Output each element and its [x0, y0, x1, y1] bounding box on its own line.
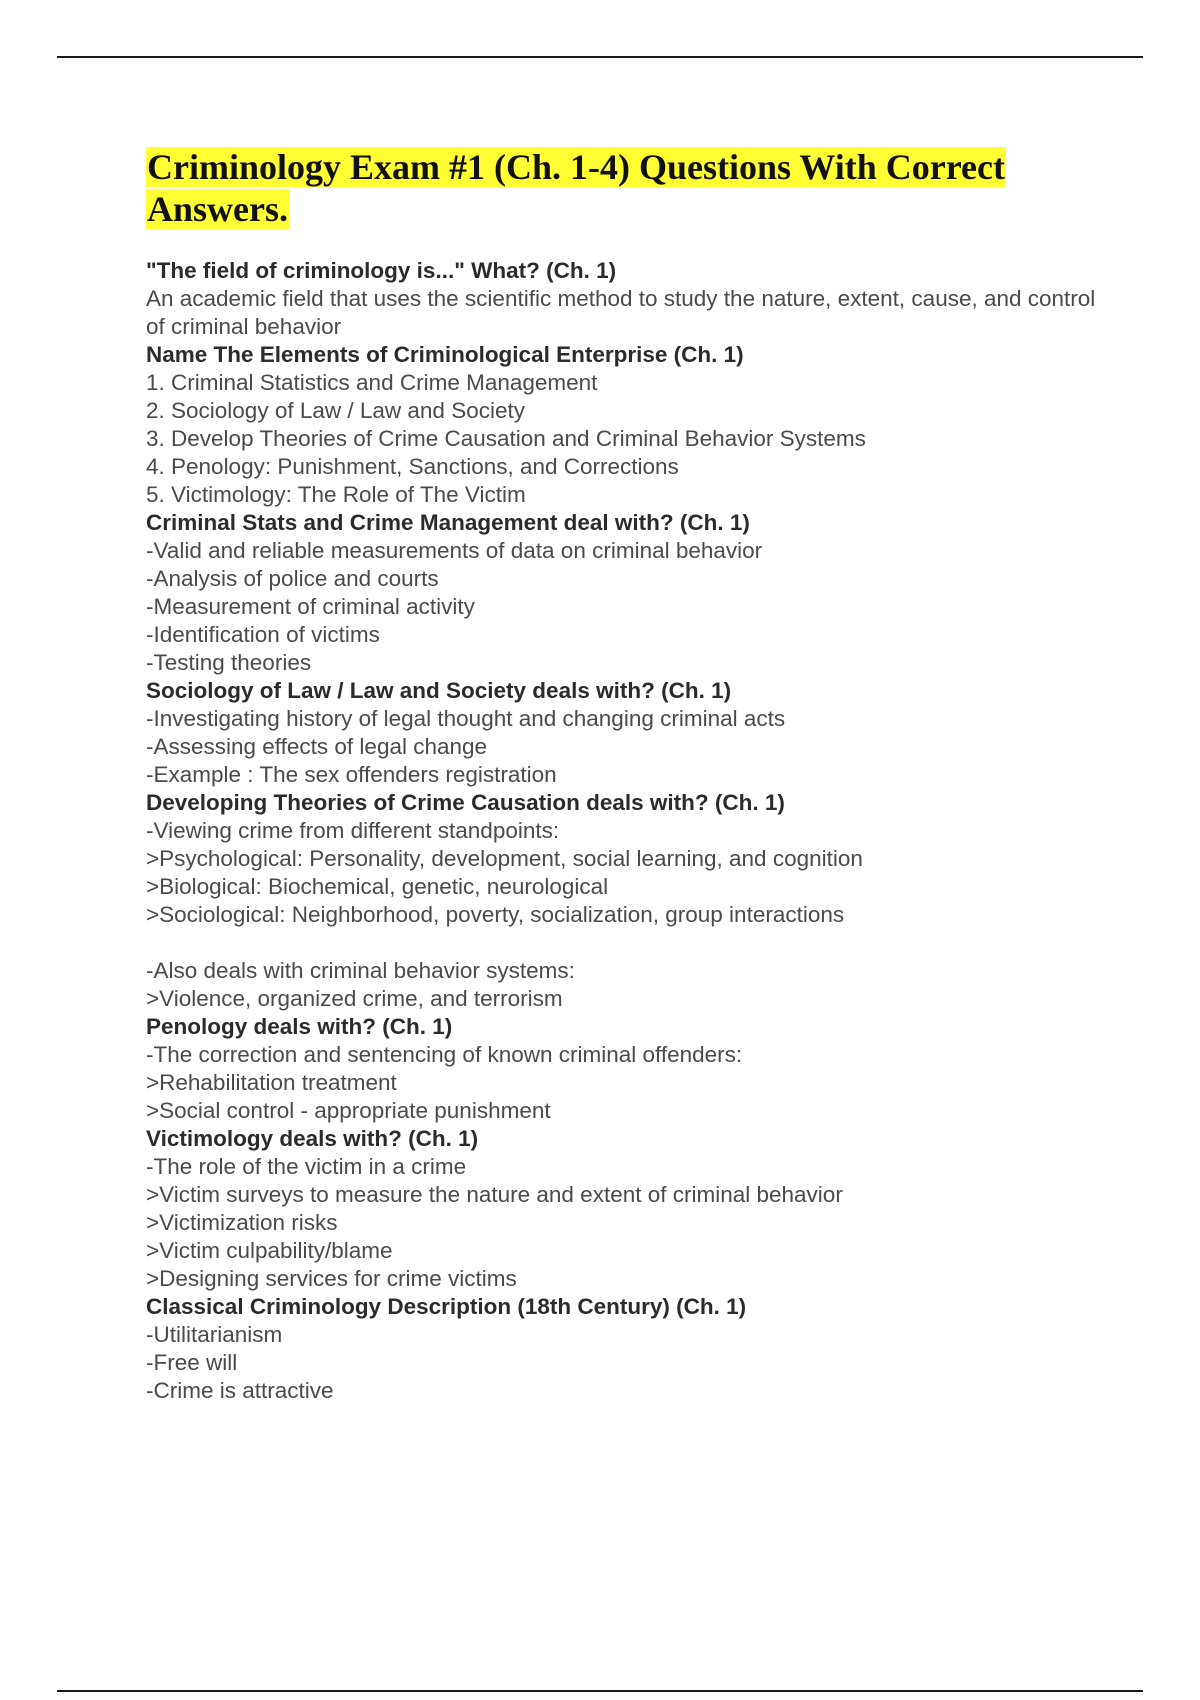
answer-line: -The correction and sentencing of known criminal offenders: [146, 1042, 743, 1067]
answer-line: 5. Victimology: The Role of The Victim [146, 482, 526, 507]
qa-item [146, 1125, 1106, 1293]
document-body [146, 146, 1106, 1405]
question-text: "The field of criminology is..." What? (Ch. 1) [146, 258, 617, 283]
document-title-text: Criminology Exam #1 (Ch. 1-4) Questions With Correct Answers. [147, 147, 1005, 229]
answer-line [146, 929, 1106, 957]
question-text: Criminal Stats and Crime Management deal with? (Ch. 1) [146, 510, 750, 535]
answer-line: >Victim culpability/blame [146, 1238, 393, 1263]
answer-line: >Violence, organized crime, and terrorism [146, 986, 563, 1011]
answer-line: -Analysis of police and courts [146, 566, 439, 591]
document-title [146, 146, 1106, 230]
answer-line: -Measurement of criminal activity [146, 594, 475, 619]
question-text: Sociology of Law / Law and Society deals with? (Ch. 1) [146, 678, 732, 703]
answer-text [146, 537, 1106, 677]
bottom-rule [57, 1690, 1143, 1692]
answer-line: 1. Criminal Statistics and Crime Management [146, 370, 598, 395]
qa-item [146, 789, 1106, 1013]
qa-item [146, 677, 1106, 789]
answer-line: 2. Sociology of Law / Law and Society [146, 398, 525, 423]
answer-line: -Valid and reliable measurements of data on criminal behavior [146, 538, 763, 563]
qa-item [146, 341, 1106, 509]
question-text: Victimology deals with? (Ch. 1) [146, 1126, 479, 1151]
answer-line: >Victimization risks [146, 1210, 338, 1235]
answer-text [146, 285, 1106, 341]
answer-line: -Example : The sex offenders registration [146, 762, 557, 787]
answer-line: >Designing services for crime victims [146, 1266, 517, 1291]
question-text: Classical Criminology Description (18th Century) (Ch. 1) [146, 1294, 747, 1319]
question-text: Developing Theories of Crime Causation deals with? (Ch. 1) [146, 790, 785, 815]
answer-line: -Assessing effects of legal change [146, 734, 488, 759]
answer-line: -Utilitarianism [146, 1322, 283, 1347]
qa-item [146, 257, 1106, 341]
answer-line: >Social control - appropriate punishment [146, 1098, 551, 1123]
answer-line: >Rehabilitation treatment [146, 1070, 397, 1095]
answer-line: -Investigating history of legal thought and changing criminal acts [146, 706, 786, 731]
answer-line: >Psychological: Personality, development, social learning, and cognition [146, 846, 863, 871]
answer-line: -Crime is attractive [146, 1378, 334, 1403]
answer-line: >Biological: Biochemical, genetic, neurological [146, 874, 609, 899]
answer-line: 3. Develop Theories of Crime Causation and Criminal Behavior Systems [146, 426, 866, 451]
answer-line: -Free will [146, 1350, 238, 1375]
answer-line: -Also deals with criminal behavior systems: [146, 958, 575, 983]
question-text: Name The Elements of Criminological Enterprise (Ch. 1) [146, 342, 744, 367]
answer-text [146, 1321, 1106, 1405]
answer-line: -The role of the victim in a crime [146, 1154, 467, 1179]
answer-line: -Identification of victims [146, 622, 380, 647]
top-rule [57, 56, 1143, 58]
answer-line: 4. Penology: Punishment, Sanctions, and Corrections [146, 454, 679, 479]
answer-line: -Testing theories [146, 650, 312, 675]
qa-item [146, 509, 1106, 677]
answer-line: >Victim surveys to measure the nature and extent of criminal behavior [146, 1182, 843, 1207]
answer-text [146, 817, 1106, 1013]
qa-item [146, 1013, 1106, 1125]
answer-line: -Viewing crime from different standpoints: [146, 818, 560, 843]
answer-text [146, 369, 1106, 509]
qa-item [146, 1293, 1106, 1405]
qa-list [146, 257, 1106, 1405]
answer-line: >Sociological: Neighborhood, poverty, socialization, group interactions [146, 902, 845, 927]
answer-line: An academic field that uses the scientific method to study the nature, extent, cause, and control of criminal behavior [146, 286, 1096, 339]
answer-text [146, 1041, 1106, 1125]
answer-text [146, 1153, 1106, 1293]
question-text: Penology deals with? (Ch. 1) [146, 1014, 453, 1039]
answer-text [146, 705, 1106, 789]
